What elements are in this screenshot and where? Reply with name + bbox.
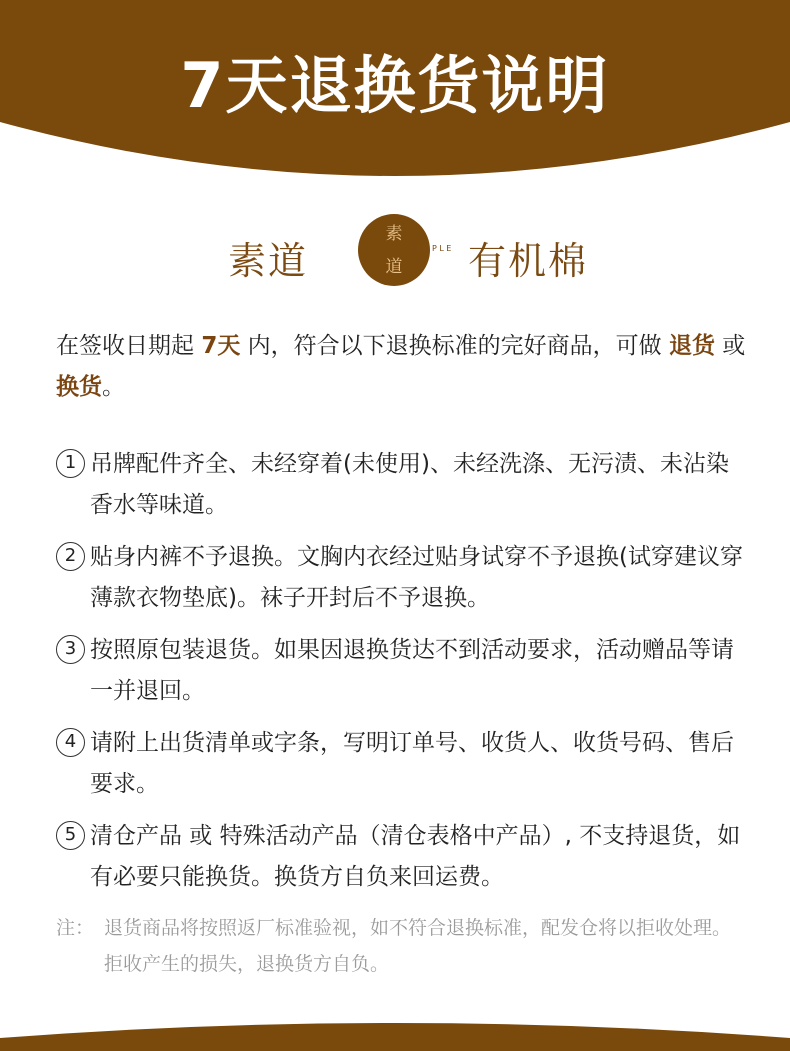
brand-row: [0, 212, 790, 292]
rule-text: 贴身内裤不予退换。文胸内衣经过贴身试穿不予退换(试穿建议穿薄款衣物垫底)。袜子开封后不予退换。: [90, 544, 743, 611]
page-title: 7天退换货说明: [180, 49, 610, 122]
footer-band: [0, 1008, 790, 1051]
list-item: [56, 723, 746, 805]
list-item: [56, 630, 746, 712]
intro-text-1: 在签收日期起: [56, 333, 202, 359]
intro-text-3: 或: [714, 333, 746, 359]
logo-caption-right: SIMPLE: [410, 244, 454, 253]
rule-text: 请附上出货清单或字条，写明订单号、收货人、收货号码、售后要求。: [90, 730, 734, 797]
list-item: [56, 537, 746, 619]
intro-exchange: 换货: [56, 374, 102, 400]
footnote: [56, 910, 746, 982]
rule-text: 按照原包装退货。如果因退换货达不到活动要求，活动赠品等请一并退回。: [90, 637, 734, 704]
rule-number: 4: [56, 728, 85, 757]
logo-caption-right-wrap: [404, 244, 460, 253]
list-item: [56, 444, 746, 526]
logo-char-bottom: 道: [385, 257, 403, 277]
note-text: 退货商品将按照返厂标准验视，如不符合退换标准，配发仓将以拒收处理。拒收产生的损失，退换货方自负。: [104, 917, 732, 975]
rule-number: 1: [56, 449, 85, 478]
rule-number: 5: [56, 821, 85, 850]
brand-name: 素道: [228, 239, 309, 283]
product-name: 有机棉: [468, 239, 589, 283]
intro-text-4: 。: [102, 374, 125, 400]
footer-background: [0, 1008, 790, 1051]
header-banner: [0, 0, 790, 180]
list-item: [56, 816, 746, 898]
note-label: 注：: [56, 917, 95, 939]
rule-text: 清仓产品 或 特殊活动产品（清仓表格中产品）, 不支持退货，如有必要只能换货。换货方自负来回运费。: [90, 823, 741, 890]
intro-paragraph: [56, 326, 746, 408]
rule-text: 吊牌配件齐全、未经穿着(未使用)、未经洗涤、无污渍、未沾染香水等味道。: [90, 451, 729, 518]
intro-return: 退货: [668, 333, 715, 359]
intro-text-2: 内，符合以下退换标准的完好商品，可做: [240, 333, 669, 359]
intro-days: 7天: [201, 333, 241, 359]
rule-number: 3: [56, 635, 85, 664]
rules-list: [56, 444, 746, 909]
rule-number: 2: [56, 542, 85, 571]
logo-char-top: 素: [385, 224, 403, 244]
